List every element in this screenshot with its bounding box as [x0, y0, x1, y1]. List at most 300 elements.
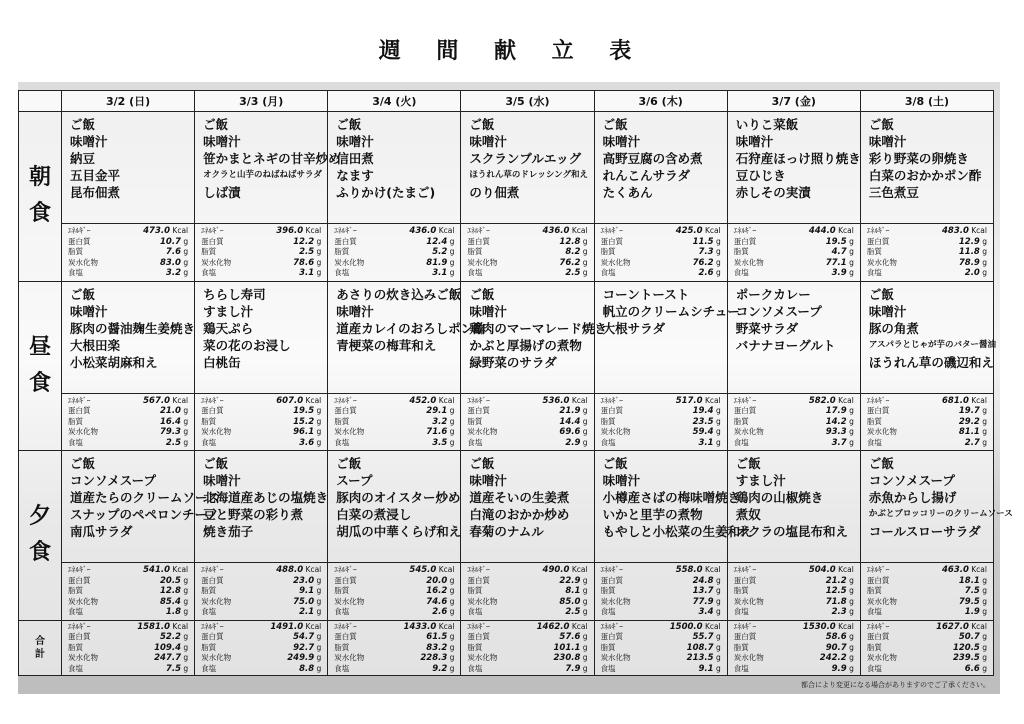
nutrient-value: 488.0 [276, 565, 304, 575]
nutrition-row [467, 653, 587, 664]
nutrient-label: 炭水化物 [201, 427, 232, 436]
nutrient-label: 食塩 [68, 663, 83, 673]
nutrient-value-group [820, 653, 854, 664]
nutrient-label: 食塩 [201, 268, 217, 277]
nutrient-value: 10.7 [160, 236, 181, 247]
nutrient-label: 炭水化物 [201, 596, 232, 606]
nutrition-row [201, 417, 321, 428]
nutrient-unit: g [715, 632, 721, 641]
nutrient-unit: g [715, 642, 721, 652]
menu-item: 昆布佃煮 [70, 185, 121, 200]
nutrition-row [68, 406, 188, 417]
nutrient-label: 食塩 [733, 437, 749, 447]
nutrient-value: 2.6 [432, 607, 448, 617]
nutrient-unit: Kcal [172, 395, 189, 405]
nutrient-label: 食塩 [866, 607, 882, 616]
nutrient-value: 247.7 [154, 653, 181, 663]
nutrient-label: 炭水化物 [467, 257, 498, 267]
nutrient-label: 食塩 [334, 663, 350, 673]
nutrient-label: ｴﾈﾙｷﾞｰ [467, 621, 490, 631]
nutrient-unit: g [183, 575, 189, 585]
nutrient-unit: g [183, 416, 189, 426]
nutrition-row [201, 653, 321, 664]
nutrient-value-group [942, 226, 987, 237]
nutrient-unit: g [715, 416, 721, 426]
menu-row [19, 112, 994, 224]
nutrition-row [334, 268, 454, 279]
nutrient-unit: g [582, 268, 588, 277]
nutrition-row [867, 643, 987, 654]
nutrient-unit: g [316, 427, 322, 436]
nutrient-value: 681.0 [941, 395, 969, 406]
menu-item: 胡瓜の中華くらげ和え [336, 524, 462, 539]
menu-cell [860, 112, 993, 224]
nutrient-label: 炭水化物 [600, 653, 631, 662]
nutrition-row [734, 406, 854, 417]
menu-item: 焼き茄子 [203, 524, 254, 539]
menu-item: 道産たらのクリームソース [70, 490, 220, 505]
nutrition-row [68, 622, 188, 633]
nutrition-row [734, 237, 854, 248]
nutrient-unit: g [715, 257, 721, 267]
nutrient-unit: g [449, 268, 455, 277]
nutrient-unit: Kcal [438, 621, 455, 631]
total-label [19, 620, 62, 676]
day-header: 3/3 (月) [195, 91, 328, 112]
nutrient-value: 483.0 [941, 226, 969, 236]
nutrient-value-group [537, 622, 588, 633]
menu-item: コーントースト [602, 286, 690, 302]
nutrient-value: 2.5 [299, 247, 315, 257]
nutrient-value: 536.0 [542, 395, 570, 406]
nutrient-label: 蛋白質 [68, 406, 91, 415]
menu-item: 三色煮豆 [868, 185, 919, 200]
menu-cell [62, 112, 195, 224]
nutrient-value: 3.1 [299, 268, 315, 278]
nutrient-value: 16.2 [426, 586, 448, 596]
menu-item: 道産カレイのおろしポン酢 [336, 320, 486, 336]
nutrient-label: 食塩 [467, 607, 483, 616]
nutrient-label: ｴﾈﾙｷﾞｰ [201, 621, 224, 631]
menu-item: オクラと山芋のねばねばサラダ [203, 170, 322, 180]
nutrient-value: 9.2 [432, 663, 448, 674]
nutrient-label: 脂質 [600, 247, 616, 256]
nutrient-label: 脂質 [334, 642, 350, 652]
nutrient-unit: g [449, 642, 455, 652]
nutrient-label: ｴﾈﾙｷﾞｰ [467, 395, 490, 405]
nutrient-unit: g [982, 437, 987, 447]
nutrient-unit: Kcal [305, 226, 322, 235]
nutrient-unit: g [449, 596, 455, 606]
nutrition-row [467, 607, 587, 618]
nutrition-row [601, 226, 721, 237]
nutrient-value: 6.6 [964, 663, 980, 674]
nutrient-unit: Kcal [838, 621, 854, 631]
menu-item: コンソメスープ [735, 303, 822, 319]
nutrition-row [601, 586, 721, 597]
nutrient-value-group [826, 406, 854, 417]
menu-item: コンソメスープ [70, 473, 157, 488]
nutrient-unit: g [449, 653, 455, 662]
nutrient-unit: Kcal [305, 621, 322, 631]
nutrient-value-group [160, 632, 188, 643]
nutrient-label: ｴﾈﾙｷﾞｰ [334, 395, 357, 405]
nutrient-label: 脂質 [68, 416, 83, 426]
nutrient-unit: g [449, 416, 455, 426]
nutrient-value-group [293, 427, 321, 438]
nutrient-value-group [676, 565, 721, 576]
nutrient-unit: Kcal [438, 395, 455, 405]
menu-item: 笹かまとネギの甘辛炒め [203, 151, 341, 166]
nutrient-label: 炭水化物 [733, 596, 764, 606]
nutrient-unit: g [582, 596, 588, 606]
nutrient-label: 食塩 [334, 268, 350, 277]
menu-cell [328, 451, 461, 563]
nutrition-row-group [19, 224, 994, 282]
nutrition-row [334, 622, 454, 633]
nutrient-value-group [698, 607, 720, 618]
nutrient-value: 59.4 [692, 427, 714, 437]
nutrient-value: 2.5 [165, 437, 181, 448]
nutrient-value: 12.5 [825, 586, 847, 596]
nutrition-row [201, 632, 321, 643]
nutrient-value-group [953, 643, 987, 654]
nutrient-value: 607.0 [276, 395, 304, 406]
nutrition-row [68, 607, 188, 618]
menu-cell [461, 281, 607, 393]
nutrition-row [467, 643, 587, 654]
nutrient-label: 炭水化物 [201, 257, 232, 267]
nutrient-value-group [826, 258, 854, 269]
nutrient-value-group [554, 643, 588, 654]
nutrient-label: 脂質 [600, 642, 616, 652]
nutrient-value-group [426, 643, 454, 654]
nutrient-unit: g [183, 596, 189, 606]
nutrient-value: 17.9 [825, 406, 847, 416]
nutrition-cell [594, 563, 727, 621]
nutrient-unit: g [582, 257, 588, 267]
nutrient-value: 58.6 [825, 632, 847, 642]
nutrient-value-group [293, 258, 321, 269]
nutrient-value-group [959, 597, 987, 608]
menu-item: ご飯 [602, 456, 628, 471]
nutrition-row [601, 427, 721, 438]
nutrition-row [334, 396, 454, 407]
menu-item: かぶとブロッコリーのクリームソース [868, 509, 1013, 519]
nutrient-value-group [693, 597, 721, 608]
nutrient-label: ｴﾈﾙｷﾞｰ [467, 565, 490, 574]
nutrient-value-group [160, 406, 188, 417]
nutrient-label: 脂質 [201, 416, 217, 426]
menu-cell [727, 451, 860, 563]
nutrient-unit: Kcal [971, 395, 987, 405]
nutrition-row [867, 226, 987, 237]
nutrient-value-group [432, 268, 454, 279]
nutrient-unit: g [982, 607, 987, 616]
nutrient-value-group [409, 226, 454, 237]
nutrition-cell [594, 393, 727, 451]
menu-cell [594, 112, 727, 224]
nutrient-value-group [270, 622, 321, 633]
nutrient-value-group [693, 586, 721, 597]
nutrient-unit: g [982, 406, 987, 415]
nutrition-row [334, 237, 454, 248]
menu-item: 道産そいの生姜煮 [469, 490, 570, 505]
menu-cell [328, 281, 486, 393]
nutrient-value: 1462.0 [536, 621, 570, 632]
nutrient-unit: g [316, 663, 322, 673]
menu-item: 鶏肉の山椒焼き [735, 490, 824, 505]
nutrient-unit: g [183, 632, 189, 641]
nutrient-label: 炭水化物 [201, 653, 232, 662]
nutrient-value-group [293, 417, 321, 428]
nutrient-value: 3.6 [299, 437, 315, 448]
nutrition-cell [727, 393, 860, 451]
nutrient-label: ｴﾈﾙｷﾞｰ [733, 621, 757, 631]
nutrient-value: 396.0 [276, 226, 304, 236]
nutrient-value: 436.0 [542, 226, 570, 236]
nutrition-row [201, 607, 321, 618]
nutrient-value-group [565, 664, 587, 675]
nutrition-row [467, 247, 587, 258]
day-header: 3/5 (水) [461, 91, 594, 112]
nutrition-row [334, 632, 454, 643]
nutrient-label: 炭水化物 [68, 427, 98, 436]
nutrient-value-group [276, 226, 321, 237]
nutrient-value-group [959, 576, 987, 587]
nutrition-row [68, 237, 188, 248]
nutrient-label: 蛋白質 [866, 575, 890, 585]
nutrition-row [68, 643, 188, 654]
meal-label-char: 夕 [28, 504, 51, 530]
nutrient-unit: g [715, 247, 721, 256]
nutrient-value-group [959, 237, 987, 248]
nutrition-row [467, 664, 587, 675]
nutrient-unit: g [449, 663, 455, 673]
nutrient-value: 20.5 [160, 575, 181, 586]
nutrient-value-group [826, 632, 854, 643]
nutrition-row [601, 643, 721, 654]
nutrient-value-group [693, 417, 721, 428]
nutrient-value-group [826, 576, 854, 587]
nutrient-unit: Kcal [438, 226, 455, 235]
menu-item: 春菊のナムル [469, 524, 544, 539]
nutrient-label: ｴﾈﾙｷﾞｰ [201, 395, 224, 405]
nutrient-value-group [698, 664, 720, 675]
meal-label-char: 食 [28, 540, 51, 566]
nutrition-cell [860, 563, 993, 621]
nutrient-value: 108.7 [686, 642, 714, 653]
nutrient-label: 食塩 [467, 268, 483, 277]
nutrition-row [201, 643, 321, 654]
nutrient-value-group [809, 226, 854, 237]
menu-item: ご飯 [469, 286, 495, 302]
nutrient-value: 11.5 [692, 236, 714, 247]
nutrition-row [867, 406, 987, 417]
nutrient-value-group [965, 438, 987, 449]
nutrition-row [334, 406, 454, 417]
nutrient-label: 炭水化物 [600, 427, 631, 436]
nutrient-unit: Kcal [704, 226, 721, 235]
nutrition-row [68, 664, 188, 675]
nutrition-row [467, 632, 587, 643]
nutrition-row [467, 268, 587, 279]
nutrient-value: 1.9 [964, 607, 980, 617]
menu-item: 白菜の煮浸し [336, 507, 412, 522]
nutrient-value: 3.1 [432, 268, 448, 278]
nutrition-row [467, 226, 587, 237]
nutrient-label: 蛋白質 [334, 236, 357, 246]
nutrient-unit: g [183, 437, 189, 447]
menu-item: ご飯 [469, 456, 495, 471]
nutrition-row [68, 632, 188, 643]
nutrient-unit: g [982, 653, 987, 662]
nutrition-row [734, 565, 854, 576]
menu-item: コンソメスープ [868, 473, 955, 488]
nutrient-unit: g [849, 632, 854, 641]
nutrition-row [334, 586, 454, 597]
menu-item: 彩り野菜の卵焼き [868, 151, 969, 166]
nutrient-value-group [432, 664, 454, 675]
nutrient-value-group [293, 406, 321, 417]
nutrition-cell [727, 563, 860, 621]
nutrition-row [201, 237, 321, 248]
menu-cell [195, 112, 341, 224]
nutrient-label: 蛋白質 [600, 236, 624, 246]
nutrition-row [734, 438, 854, 449]
nutrient-value: 24.8 [692, 575, 714, 586]
nutrient-label: 食塩 [600, 607, 616, 616]
nutrient-value-group [698, 247, 720, 258]
nutrition-row [467, 597, 587, 608]
nutrition-row [68, 565, 188, 576]
menu-item: れんこんサラダ [602, 168, 690, 183]
nutrient-unit: g [582, 607, 588, 616]
nutrient-unit: g [449, 632, 455, 641]
nutrient-label: ｴﾈﾙｷﾞｰ [334, 226, 357, 235]
nutrient-label: ｴﾈﾙｷﾞｰ [866, 621, 890, 631]
nutrient-label: 食塩 [334, 437, 350, 447]
nutrient-label: 食塩 [68, 607, 83, 616]
nutrient-value-group [565, 268, 587, 279]
nutrient-value: 3.7 [831, 437, 847, 448]
nutrient-value-group [693, 632, 721, 643]
nutrient-label: ｴﾈﾙｷﾞｰ [866, 565, 890, 574]
nutrient-unit: g [316, 236, 322, 246]
nutrient-unit: g [582, 437, 588, 447]
nutrient-label: 食塩 [866, 663, 882, 673]
nutrition-row [334, 576, 454, 587]
nutrient-label: 蛋白質 [733, 406, 757, 415]
nutrition-row [734, 226, 854, 237]
menu-item: ふりかけ(たまご) [336, 185, 436, 200]
nutrient-value-group [276, 565, 321, 576]
nutrient-value-group [426, 237, 454, 248]
nutrient-unit: Kcal [172, 565, 189, 574]
menu-item: 緑野菜のサラダ [469, 354, 557, 370]
nutrient-value: 7.5 [964, 586, 980, 596]
nutrient-value: 3.9 [831, 268, 847, 278]
nutrient-value-group [565, 438, 587, 449]
nutrient-label: 脂質 [334, 416, 350, 426]
nutrient-value-group [426, 427, 454, 438]
nutrition-row [334, 607, 454, 618]
nutrient-value: 2.7 [964, 437, 980, 448]
nutrient-label: 蛋白質 [733, 236, 757, 246]
nutrient-value-group [687, 653, 721, 664]
nutrient-label: 食塩 [866, 268, 882, 277]
nutrition-row [734, 643, 854, 654]
nutrient-unit: g [582, 632, 588, 641]
nutrition-row [201, 438, 321, 449]
menu-item: 大根サラダ [602, 320, 665, 336]
meal-label-char: 昼 [28, 334, 51, 360]
nutrient-label: ｴﾈﾙｷﾞｰ [733, 226, 757, 235]
menu-cell [195, 451, 328, 563]
nutrition-row [601, 565, 721, 576]
nutrient-value-group [426, 258, 454, 269]
nutrient-value: 228.3 [420, 653, 448, 663]
nutrient-value-group [693, 237, 721, 248]
nutrient-unit: g [715, 268, 721, 277]
nutrient-value: 2.9 [565, 437, 581, 448]
nutrition-row-group [19, 563, 994, 621]
nutrient-value-group [965, 268, 987, 279]
nutrient-label: ｴﾈﾙｷﾞｰ [600, 621, 624, 631]
nutrient-label: 蛋白質 [201, 632, 224, 641]
nutrient-value-group [803, 622, 854, 633]
nutrition-row [334, 653, 454, 664]
nutrient-value: 22.9 [559, 575, 581, 586]
nutrient-unit: g [849, 416, 854, 426]
nutrient-label: 蛋白質 [467, 406, 490, 415]
nutrition-row [334, 565, 454, 576]
nutrient-label: 蛋白質 [866, 632, 890, 641]
nutrient-label: 脂質 [68, 642, 83, 652]
nutrient-label: 脂質 [201, 586, 217, 595]
nutrient-label: 脂質 [334, 247, 350, 256]
nutrient-unit: g [183, 247, 189, 256]
nutrient-value: 1530.0 [802, 621, 836, 632]
menu-item: ご飯 [469, 117, 495, 132]
nutrition-row [68, 226, 188, 237]
nutrient-unit: g [849, 257, 854, 267]
nutrient-value: 21.9 [559, 406, 581, 416]
nutrient-unit: g [982, 427, 987, 436]
nutrient-label: 脂質 [733, 586, 749, 595]
nutrient-label: 蛋白質 [866, 236, 890, 246]
nutrition-row [334, 417, 454, 428]
nutrition-row [68, 653, 188, 664]
nutrient-label: 食塩 [866, 437, 882, 447]
corner-cell [19, 91, 62, 112]
nutrient-value: 12.8 [559, 236, 581, 247]
menu-item: しば漬 [203, 185, 241, 200]
menu-item: 味噌汁 [70, 134, 108, 149]
nutrient-value: 2.5 [565, 607, 581, 617]
nutrient-value: 21.2 [825, 575, 847, 586]
nutrient-value: 8.1 [565, 586, 581, 596]
nutrition-row [68, 597, 188, 608]
nutrient-value: 242.2 [819, 653, 847, 663]
nutrient-value-group [287, 653, 321, 664]
nutrition-row [601, 268, 721, 279]
nutrient-unit: g [849, 586, 854, 595]
nutrient-unit: g [715, 427, 721, 436]
nutrient-label: 炭水化物 [866, 257, 897, 267]
day-header: 3/8 (土) [860, 91, 993, 112]
nutrient-unit: g [582, 663, 588, 673]
